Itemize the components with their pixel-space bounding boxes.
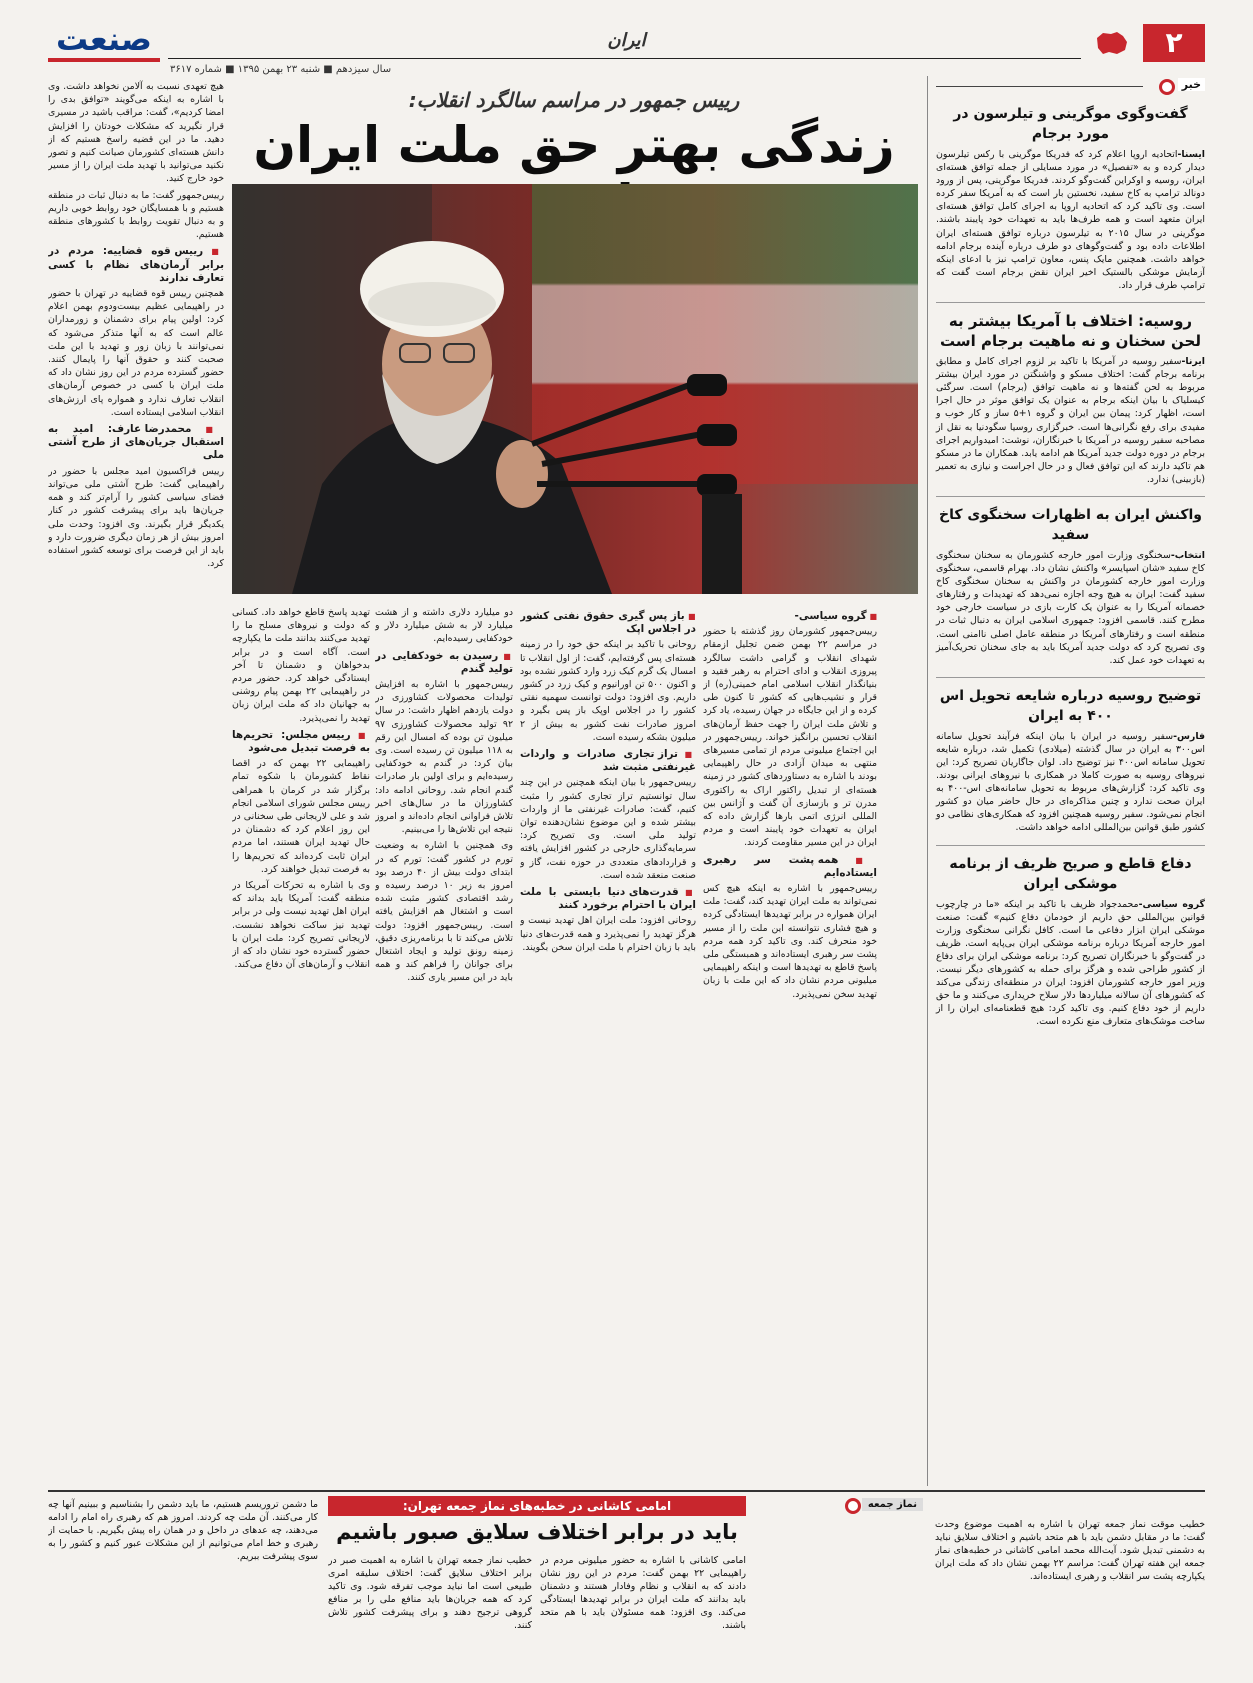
article-paragraph: راهپیمایی ۲۲ بهمن که در اقصا نقاط کشورمان با شکوه تمام برگزار شد در کرمان با همراهی رییس مجلس شورای اسلامی انجام شد و علی لاریجانی طی سخنانی در این روز اعلام کرد که دشمنان در حال تهدید ایران هستند، اما مردم ایران ثابت کرده‌اند که تحریم‌ها را به فرصت تبدیل خواهند کرد.	[232, 758, 370, 875]
record-dot-icon	[845, 1498, 861, 1514]
rail-header	[936, 76, 1205, 98]
rail-rule	[936, 86, 1143, 87]
masthead-rule	[168, 58, 1081, 59]
logo-underline	[48, 58, 160, 62]
article-paragraph: رییس فراکسیون امید مجلس با حضور در راهپیمایی گفت: طرح آشتی ملی می‌تواند فضای سیاسی کشور را آرام‌تر کند و همه جریان‌ها باید برای پیشرفت کشور در کنار یکدیگر قرار بگیرند. وی افزود: وحدت ملی امروز بیش از هر زمان دیگری ضرورت دارد و باید از این فرصت برای توسعه کشور استفاده کرد.	[48, 465, 224, 570]
article-paragraph: رییس‌جمهور کشورمان روز گذشته با حضور در مراسم ۲۲ بهمن ضمن تجلیل ازمقام شهدای انقلاب و گرامی داشت سالگرد پیروزی انقلاب و ادای احترام به رهبر فقید و بنیانگذار انقلاب اسلامی امام خمینی(ره) از قرار و نشیب‌هایی که کشور تا کنون طی کرده و از این جایگاه در جهان رسیده، یاد کرد و تلاش ملت ایران را جهت حفظ آرمان‌های انقلاب تحسین برانگیز خواند. رییس‌جمهور در این اجتماع میلیونی مردم از تمامی مسیرهای منتهی به میدان آزادی در حال راهپیمایی بودند با اشاره به دستاوردهای کشور در زمینه هسته‌ای از تبدیل راکتور اراک به راکتوری مدرن تر و بازسازی آن گفت و آژانس بین المللی انرژی اتمی بارها گزارش داده که ایران به تعهدات خود پایبند است و مردم ایران در این مسیر مقاومت کردند.	[703, 626, 877, 849]
rail-stories	[936, 104, 1205, 1029]
article-paragraph: هیچ تعهدی نسبت به آلامن نخواهد داشت. وی با اشاره به اینکه می‌گویند «توافق بدی را امضا کردیم»، گفت: مراقب باشید در مسیری قرار نگیرید که مشکلات خودتان را افزایش دهید. ما در این قضیه راسخ هستیم که از دانش هسته‌ای کشورمان صیانت کنیم و تصور نکنید می‌توانید با تهدید ملت ایران را از مسیر خود خارج کنید.	[48, 81, 224, 185]
rail-story-title[interactable]: روسیه: اختلاف با آمریکا بیشتر به لحن سخنان و نه ماهیت برجام است	[940, 312, 1201, 351]
article-photo	[232, 184, 918, 594]
article-column-2	[520, 606, 696, 1486]
rail-story-text: اتحادیه اروپا اعلام کرد که فدریکا موگرینی با رکس تیلرسون دیدار کرده و به «تفصیل» در مورد مسایلی از جمله توافق هسته‌ای ایران، روسیه و اوکراین گفت‌وگو کردند. فدریکا موگرینی، پس از ورود دونالد ترامپ به کاخ سفید، نخستین بار است که به آمریکا سفر کرده است. وی تاکید کرد که اتحادیه اروپا به اجرای کامل توافق هسته‌ای ایران متعهد است و همه طرف‌ها باید به تعهدات خود پایبند باشند. موگرینی در سال ۲۰۱۵ به تیلرسون درباره توافق هسته‌ای ایران اطلاعات داده بود و گفت‌وگوهای دو طرف درباره آینده برجام ادامه خواهد داشت. همچنین مایک پنس، معاون ترامپ نیز با ادعای اینکه آزمایش موشکی بالستیک اخیر ایران نقض برجام است گفت که ترامپ طرف قرار داد.	[936, 149, 1205, 291]
rail-story-title[interactable]: دفاع قاطع و صریح ظریف از برنامه موشکی ایران	[949, 855, 1192, 892]
article-paragraph: روحانی با تاکید بر اینکه حق خود را در زمینه هسته‌ای پس گرفته‌ایم، گفت: از اول انقلاب تا امسال یک گرم کیک زرد وارد کشور نشده بود و اکنون ۵۰۰ تن اورانیوم و کیک زرد در کشور داریم. وی افزود: دولت توانست سهمیه نفتی کشور را در اجلاس اوپک باز پس بگیرد و امروز صادرات نفت کشور به بیش از ۲ میلیون بشکه رسیده است.	[520, 639, 696, 743]
article-subheading: ■ رسیدن به خودکفایی در تولید گندم	[375, 650, 513, 676]
page-number: ۲	[1143, 24, 1205, 62]
article-column-1	[703, 606, 877, 1486]
article-paragraph: رییس‌جمهور گفت: ما به دنبال ثبات در منطقه هستیم و با همسایگان خود روابط خوبی داریم و به دنبال تقویت روابط با کشورهای منطقه هستیم.	[48, 189, 224, 241]
rail-divider	[936, 496, 1205, 497]
article-subheading: ■ قدرت‌های دنیا بایستی با ملت ایران با احترام برخورد کنند	[520, 886, 696, 912]
article-column-4	[232, 606, 370, 1486]
article-paragraph: وی با اشاره به تحرکات آمریکا در منطقه گفت: آمریکا باید بداند که ایران اهل تهدید نیست ولی در برابر تهدید نیز ساکت نخواهد نشست. لاریجانی تصریح کرد: ملت ایران با حضور گسترده خود نشان داد که از انقلاب و آرمان‌های آن دفاع می‌کند.	[232, 880, 370, 971]
rail-story	[936, 854, 1205, 1029]
rail-story-body	[936, 148, 1205, 292]
rail-story-text: سفیر روسیه در ایران با بیان اینکه فرآیند تحویل سامانه اس۳۰۰ به ایران در سال گذشته (میلادی) تکمیل شد، درباره شایعه تحویل سامانه اس۴۰۰ نیز توضیح داد. لوان جاگاریان تصریح کرد: این نیروهای روسیه به صورت کاملا در همکاری با نیروهای ایرانی بودند. وی تاکید کرد: گزارش‌های مربوط به تحویل سامانه‌های اس-۴۰۰ به ایران صحت ندارد و چنین مذاکره‌ای در حال حاضر میان دو کشور انجام نمی‌شود. سفیر روسیه همچنین افزود که همکاری‌های نظامی دو کشور طبق قوانین بین‌المللی ادامه خواهد داشت.	[936, 730, 1205, 834]
rail-divider	[936, 302, 1205, 303]
rail-story-body	[936, 730, 1205, 835]
rail-divider	[936, 845, 1205, 846]
band-tag-label: نماز جمعه	[862, 1498, 923, 1511]
president-speaking-image	[232, 184, 918, 594]
article-paragraph: روحانی افزود: ملت ایران اهل تهدید نیست و هرگز تهدید را نمی‌پذیرد و همه قدرت‌های دنیا باید با زبان احترام با ملت ایران سخن بگویند.	[520, 915, 696, 953]
rail-story-text: سخنگوی وزارت امور خارجه کشورمان به سخنان سخنگوی کاخ سفید «شان اسپایسر» واکنش نشان داد. بهرام قاسمی، سخنگوی وزارت امور خارجه کشورمان در واکنش به سخنان سخنگوی کاخ سفید گفت: ایران به هیچ وجه اجازه نمی‌دهد که تهدیدات و رفتارهای خصمانه آمریکا را به عنوان یک کارت بازی در سیاست خارجی خود مطرح کنند. قاسمی افزود: جمهوری اسلامی ایران به دنبال ثبات در منطقه است و رفتارهای آمریکا در منطقه عامل اصلی ناامنی است. وی تصریح کرد که دولت جدید آمریکا باید به جای سخنان تحریک‌آمیز به تعهدات خود عمل کند.	[936, 549, 1205, 666]
band-column-mid1: امامی کاشانی با اشاره به حضور میلیونی مردم در راهپیمایی ۲۲ بهمن گفت: مردم در این روز نشان دادند که به انقلاب و نظام وفادار هستند و دشمنان باید بدانند که ملت ایران در برابر تهدیدها ایستادگی می‌کند. وی افزود: همه مسئولان باید با هم متحد باشند.	[540, 1555, 746, 1631]
rail-story-source: انتخاب-	[1170, 549, 1205, 561]
rail-story-title[interactable]: واکنش ایران به اظهارات سخنگوی کاخ سفید	[939, 506, 1202, 543]
band-column-right: خطیب موقت نماز جمعه تهران با اشاره به اهمیت موضوع وحدت گفت: ما در مقابل دشمن باید با هم متحد باشیم و اختلاف سلایق نباید به دشمنی تبدیل شود. آیت‌الله محمد امامی کاشانی در خطبه‌های نماز جمعه این هفته تهران گفت: مراسم ۲۲ بهمن نشان داد که ملت ایران یکپارچه پشت سر انقلاب و رهبری ایستاده‌اند.	[935, 1519, 1205, 1582]
article-paragraph: رییس‌جمهور با اشاره به افزایش تولیدات محصولات کشاورزی در دولت یازدهم اظهار داشت: در سال ۹۲ تولید محصولات کشاورزی ۹۷ میلیون تن بوده که امسال این رقم به ۱۱۸ میلیون تن رسیده است. وی بیان کرد: در گندم به خودکفایی رسیده‌ایم و برای اولین بار صادرات گندم انجام شد. روحانی ادامه داد: کشاورزان ما در سال‌های اخیر تلاش فراوانی انجام داده‌اند و امروز نتیجه این تلاش‌ها را می‌بینیم.	[375, 679, 513, 836]
band-column-left: ما دشمن تروریسم هستیم، ما باید دشمن را بشناسیم و ببینیم آنها چه کار می‌کنند. آن ملت چه کردند. امروز هم که رهبری راه امام را ادامه می‌دهند، چه عدهای در داخل و در همان راه پیش بگیریم. با حمایت از رهبری و خط امام می‌توانیم از این مشکلات عبور کنیم و کشور را به سوی پیشرفت ببریم.	[48, 1499, 318, 1562]
band-headline: باید در برابر اختلاف سلایق صبور باشیم	[336, 1520, 738, 1544]
article-paragraph: همچنین رییس قوه قضاییه در تهران با حضور در راهپیمایی عظیم بیست‌ودوم بهمن اعلام کرد: اولین پیام برای دشمنان و زورمداران عالم است که به آنها متذکر می‌شود که نمی‌توانند با زبان زور و تهدید با این ملت صحبت کنند و حقوق آنها را پایمال کنند. حضور گسترده مردم در این روز نشان داد که ملت ایران با کسی در خصوص آرمان‌های انقلاب تعارف ندارد و همواره پای ارزش‌های انقلاب اسلامی ایستاده است.	[48, 288, 224, 418]
section-title: ایران	[607, 30, 646, 51]
article-subheading: ■ باز پس گیری حقوق نفتی کشور در اجلاس اپک	[520, 610, 696, 636]
rail-story-source: فارس-	[1173, 730, 1205, 742]
masthead	[48, 18, 1205, 75]
friday-prayer-band	[48, 1490, 1205, 1670]
article-column-5	[48, 80, 224, 1486]
newspaper-logo[interactable]	[48, 18, 160, 62]
rail-story-source: ایسنا-	[1177, 149, 1205, 160]
band-kicker: امامی کاشانی در خطبه‌های نماز جمعه تهران:	[328, 1496, 746, 1516]
rail-story-title[interactable]: توضیح روسیه درباره شایعه تحویل اس ۴۰۰ به ایران	[939, 687, 1202, 724]
rail-story-title[interactable]: گفت‌وگوی موگرینی و تیلرسون در مورد برجام	[953, 106, 1188, 142]
band-header	[773, 1498, 923, 1516]
rail-story	[936, 104, 1205, 292]
article-kicker: رییس جمهور در مراسم سالگرد انقلاب:	[408, 88, 740, 112]
issue-info: سال سیزدهم ■ شنبه ۲۳ بهمن ۱۳۹۵ ■ شماره ۳۶۱۷	[170, 64, 392, 75]
article-paragraph: وی همچنین با اشاره به وضعیت تورم در کشور گفت: تورم که در ابتدای دولت بیش از ۴۰ درصد بود امروز به زیر ۱۰ درصد رسیده و رشد اقتصادی کشور مثبت شده است و اشتغال هم افزایش یافته است. رییس‌جمهور افزود: دولت تلاش می‌کند تا با برنامه‌ریزی دقیق، زمینه رونق تولید و ایجاد اشتغال برای جوانان را فراهم کند و همه باید در این مسیر یاری کنند.	[375, 840, 513, 984]
article-subheading: ■ رییس قوه قضاییه: مردم در برابر آرمان‌های نظام با کسی تعارف ندارند	[48, 245, 224, 285]
article-subheading: ■ محمدرضا عارف: امید به استقبال جریان‌های از طرح آشتی ملی	[48, 423, 224, 463]
article-column-3	[375, 606, 513, 1486]
article-headline: زندگی بهتر حق ملت ایران	[253, 116, 895, 174]
rail-story	[936, 311, 1205, 486]
news-rail	[927, 76, 1205, 1486]
rail-story-source: ایرنا-	[1181, 356, 1205, 368]
band-column-mid2: خطیب نماز جمعه تهران با اشاره به اهمیت صبر در برابر اختلاف سلایق گفت: اختلاف سلیقه امری طبیعی است اما نباید موجب تفرقه شود. وی تاکید کرد که همه جریان‌ها باید منافع ملی را بر منافع گروهی ترجیح دهند و برای پیشرفت کشور تلاش کنند.	[328, 1555, 532, 1631]
article-subheading: ■ تراز تجاری صادرات و واردات غیرنفتی مثبت شد	[520, 748, 696, 774]
rail-story	[936, 686, 1205, 835]
rail-story-text: سفیر روسیه در آمریکا با تاکید بر لزوم اجرای کامل و مطابق برنامه برجام گفت: اختلاف مسکو و واشنگتن در مورد ایران بیشتر مربوط به لحن گفته‌ها و نه ماهیت توافق (برجام) است. سرگئی کیسلیاک با بیان اینکه برجام به عنوان یک توافق موثر در حال اجرا است، اظهار کرد: پیمان بین ایران و گروه ۱+۵ ساز و کار خوب و مفیدی برای رفع نگرانی‌ها است. خبرگزاری روسیا سگودنیا به نقل از مصاحبه سفیر روسیه در آمریکا با خبرنگاران، نوشت: امیدواریم اجرای برجام در دوره دولت جدید آمریکا هم ادامه یابد. همکاران ما در مسکو هم تاکید دارند که این توافق فعال و در حال اجراست و نیازی به تعمیر (بازبینی) ندارد.	[936, 356, 1205, 485]
article-subheading: ■ گروه سیاسی-	[703, 610, 877, 623]
record-dot-icon	[1159, 79, 1175, 95]
rail-divider	[936, 677, 1205, 678]
article-subheading: ■ همه پشت سر رهبری ایستاده‌ایم	[703, 854, 877, 880]
rail-tag-label: خبر	[1178, 78, 1205, 91]
article-paragraph: رییس‌جمهور با بیان اینکه همچنین در این چند سال توانستیم تراز تجاری کشور را مثبت کنیم، گفت: صادرات غیرنفتی ما از واردات بیشتر شده و این موضوع نشان‌دهنده توان تولید ملی است. وی تصریح کرد: سرمایه‌گذاری خارجی در کشور افزایش یافته و قراردادهای متعددی در حوزه نفت، گاز و صنعت منعقد شده است.	[520, 777, 696, 881]
rail-story	[936, 505, 1205, 667]
rail-story-source: گروه سیاسی-	[1138, 898, 1205, 910]
logo-text: صنعت	[56, 20, 152, 58]
rail-story-body	[936, 898, 1205, 1029]
rail-story-text: محمدجواد ظریف با تاکید بر اینکه «ما در چارچوب قوانین بین‌المللی حق داریم از خودمان دفاع کنیم» گفت: صنعت موشکی ایران ابزار دفاعی ما است. کافل نگرانی سخنگوی وزارت امور خارجه آمریکا درباره برنامه موشکی ایران بی‌پایه است. ظریف در گفت‌وگو با خبرنگاران تصریح کرد: برنامه موشکی ایران برای دفاع از کشور طراحی شده و هرگز برای حمله به کشورهای دیگر نیست. وزیر امور خارجه کشورمان افزود: ایران در منطقه‌ای زندگی می‌کند که کشورهای آن سالانه میلیاردها دلار سلاح خریداری می‌کنند و ما حق داریم از خود دفاع کنیم. وی تاکید کرد: هیچ قطعنامه‌ای ایران را از ساخت موشک‌های متعارف منع نکرده است.	[936, 898, 1205, 1028]
article-subheading: ■ رییس مجلس: تحریم‌ها به فرصت تبدیل می‌شود	[232, 729, 370, 755]
rail-story-body	[936, 355, 1205, 486]
article-paragraph: تهدید پاسخ قاطع خواهد داد. کسانی که دولت و نیروهای مسلح ما را تهدید می‌کنند بدانند ملت ما یکپارچه است. آگاه است و در برابر بدخواهان و دشمنان تا آخر ایستادگی خواهد کرد. حضور مردم در راهپیمایی ۲۲ بهمن پیام روشنی به جهانیان داد که ملت ایران زبان تهدید را نمی‌پذیرد.	[232, 607, 370, 724]
article-paragraph: رییس‌جمهور با اشاره به اینکه هیچ کس نمی‌تواند به ملت ایران تهدید کند، گفت: ملت ایران همواره در برابر تهدیدها ایستادگی کرده و هیچ فشاری نتوانسته این ملت را از مسیر خود منحرف کند. وی تاکید کرد همه مردم پشت سر رهبری ایستاده‌اند و همبستگی ملی پاسخ قاطع به تهدیدها است و اینکه راهپیمایی میلیونی مردم نشان داد که این ملت با زبان تهدید سخن نمی‌پذیرد.	[703, 883, 877, 1000]
rail-story-body	[936, 549, 1205, 667]
article-paragraph: دو میلیارد دلاری داشته و از هشت میلیارد لار به شش میلیارد دلار و خودکفایی رسیده‌ایم.	[375, 607, 513, 645]
